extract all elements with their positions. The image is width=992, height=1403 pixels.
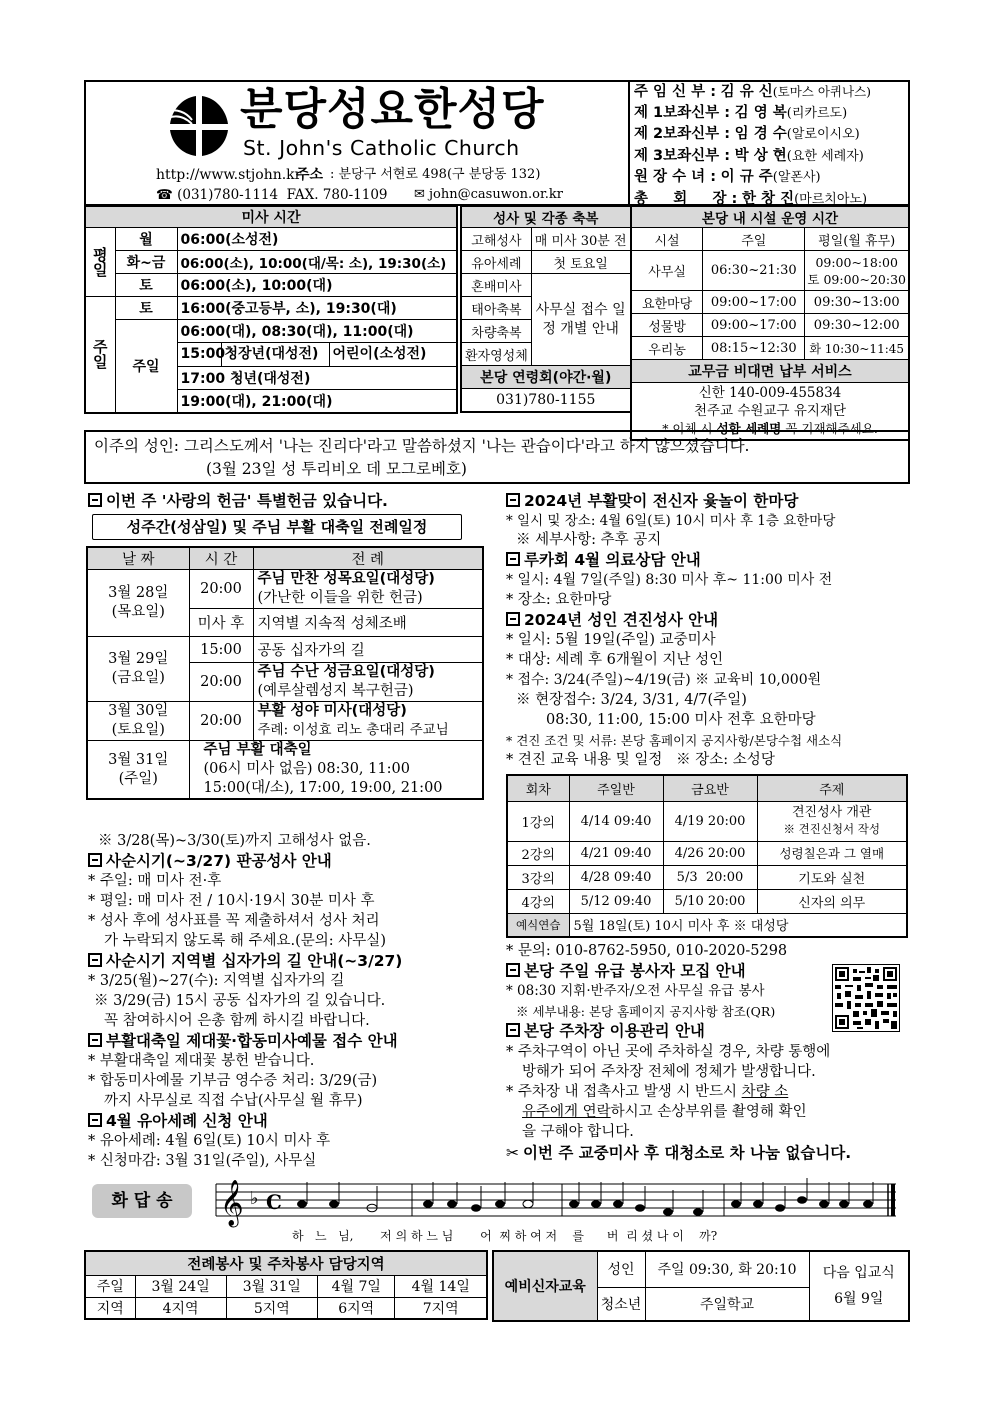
notice-line: 을 구해야 합니다.	[522, 1124, 634, 1140]
service-cell: 지역	[85, 1297, 135, 1319]
contact-phone: 031)780-1155	[461, 389, 631, 412]
scissors-icon: ✂	[506, 1144, 519, 1162]
website-link[interactable]: http://www.stjohn.kr	[156, 167, 302, 183]
notice-icon	[506, 612, 520, 626]
psalm-lyrics: 하 느 님, 저 의 하 느 님 어 찌 하 여 저 를 버 리 셨 나 이 까?	[292, 1229, 718, 1243]
sacraments-table	[460, 205, 632, 413]
service-title: 전례봉사 및 주차봉사 담당지역	[85, 1251, 487, 1275]
qr-code[interactable]	[832, 964, 900, 1032]
catechumen-label: 예비신자교육	[493, 1251, 597, 1321]
staff-row: 제 2보좌신부 : 임 경 수(알로이시오)	[634, 126, 860, 142]
staff-list	[634, 82, 908, 210]
conf-session: 1강의	[507, 801, 569, 841]
notice-line: * 일시: 5월 19일(주일) 교중미사	[506, 632, 716, 648]
mass-day: 화~금	[115, 251, 177, 274]
notice-icon	[506, 493, 520, 507]
holy-time: 20:00	[189, 663, 253, 702]
conf-header: 주일반	[569, 775, 663, 801]
conf-topic: 성령칠은과 그 열매	[757, 841, 907, 865]
sacrament-item: 태아축복	[461, 297, 531, 320]
staff-row: 제 3보좌신부 : 박 상 현(요한 세례자)	[634, 147, 864, 164]
medical-heading: 루카회 4월 의료상담 안내	[506, 551, 701, 570]
holy-liturgy: 부활 성야 미사(대성당) 주례: 이성효 리노 총대리 주교님	[253, 702, 483, 741]
facility-time: 06:30~21:30	[703, 251, 805, 291]
sacrament-item: 환자영성체	[461, 343, 531, 366]
donation-info: 신한 140-009-455834 천주교 수원교구 유지재단 * 이체 시 성함 세례명 꼭 기재해주세요.	[631, 383, 909, 441]
notice-line: * 일시 및 장소: 4월 6일(토) 10시 미사 후 1층 요한마당	[506, 513, 836, 529]
conf-session: 예식연습	[507, 913, 569, 937]
holy-date: 3월 31일 (주일)	[87, 741, 189, 800]
notice-icon	[88, 953, 102, 967]
notice-icon	[506, 963, 520, 977]
notice-line: * 일시: 4월 7일(주일) 8:30 미사 후~ 11:00 미사 전	[506, 572, 833, 588]
facility-name: 성물방	[631, 314, 703, 337]
sacrament-info: 매 미사 30분 전	[531, 228, 630, 251]
holy-header: 시 간	[189, 547, 253, 570]
holy-liturgy: 공동 십자가의 길	[253, 637, 483, 663]
staff-row: 총 회 장 : 한 창 진(마르치아노)	[634, 190, 868, 207]
notice-line: 08:30, 11:00, 15:00 미사 전후 요한마당	[546, 712, 816, 728]
confession-heading: 사순시기(~3/27) 판공성사 안내	[88, 852, 332, 871]
stations-heading: 사순시기 지역별 십자가의 길 안내(~3/27)	[88, 952, 402, 971]
special-offering-heading: 이번 주 '사랑의 헌금' 특별헌금 있습니다.	[88, 492, 388, 511]
conf-topic: 기도와 실천	[757, 865, 907, 889]
conf-header: 주제	[757, 775, 907, 801]
notice-line: * 08:30 지휘·반주자/오전 사무실 유급 봉사	[506, 983, 765, 999]
mass-day: 토	[115, 274, 177, 297]
notice-line: * 견진 교육 내용 및 일정 ※ 장소: 소성당	[506, 752, 775, 768]
saint-box	[84, 430, 910, 484]
mass-day: 토	[115, 297, 177, 320]
holy-header: 전 례	[253, 547, 483, 570]
svg-text:𝄞: 𝄞	[220, 1180, 244, 1226]
staff-row: 제 1보좌신부 : 김 영 복(리카르도)	[634, 104, 848, 121]
facility-name: 요한마당	[631, 291, 703, 314]
easter-flowers-heading: 부활대축일 제대꽃·합동미사예물 접수 안내	[88, 1032, 398, 1051]
facility-time: 09:00~17:00	[703, 314, 805, 337]
holy-time: 15:00	[189, 637, 253, 663]
notice-icon	[88, 853, 102, 867]
notice-line: ※ 세부내용: 본당 홈페이지 공지사항 참조(QR)	[516, 1004, 776, 1019]
catechumen-time: 주일학교	[645, 1287, 809, 1321]
facility-time: 09:30~12:00	[805, 314, 909, 337]
staff-row: 주 임 신 부 : 김 유 신(토마스 아퀴나스)	[634, 84, 872, 100]
notice-line: * 장소: 요한마당	[506, 592, 612, 608]
email-link[interactable]: ✉ john@casuwon.or.kr	[414, 187, 563, 202]
svg-text:C: C	[266, 1190, 282, 1214]
facility-header: 시설	[631, 228, 703, 251]
notice-line: ※ 3/29(금) 15시 공동 십자가의 길 있습니다.	[94, 993, 386, 1009]
facility-name: 우리농	[631, 337, 703, 360]
facility-name: 사무실	[631, 251, 703, 291]
facility-time: 화 10:30~11:45	[805, 337, 909, 360]
conf-time: 4/19 20:00	[663, 801, 757, 841]
conf-header: 회차	[507, 775, 569, 801]
mass-time: 06:00(대), 08:30(대), 11:00(대)	[177, 320, 457, 343]
mass-time: 17:00 청년(대성전)	[177, 367, 457, 390]
conf-time: 4/26 20:00	[663, 841, 757, 865]
mass-day: 주일	[115, 320, 177, 413]
cleaning-notice: ✂ 이번 주 교중미사 후 대청소로 차 나눔 없습니다.	[506, 1144, 852, 1162]
saint-line-1: 이주의 성인: 그리스도께서 '나는 진리다'라고 말씀하셨지 '나는 관습이다'라고 하지 않으셨습니다.	[94, 437, 750, 455]
sacrament-info: 첫 토요일	[531, 251, 630, 274]
notice-line: 유주에게 연락하시고 손상부위를 촬영해 확인	[522, 1104, 807, 1120]
holy-date: 3월 28일 (목요일)	[87, 570, 189, 637]
notice-line: * 부활대축일 제대꽃 봉헌 받습니다.	[88, 1053, 315, 1069]
conf-session: 4강의	[507, 889, 569, 913]
notice-line: * 견진 조건 및 서류: 본당 홈페이지 공지사항/본당수첩 새소식	[506, 733, 843, 748]
catechumen-group: 청소년	[597, 1287, 645, 1321]
sacraments-title: 성사 및 각종 축복	[461, 206, 631, 228]
holy-week-title: 성주간(성삼일) 및 주님 부활 대축일 전례일정	[92, 514, 462, 540]
church-title: 분당성요한성당	[240, 84, 545, 135]
yut-heading: 2024년 부활맞이 전신자 윷놀이 한마당	[506, 492, 798, 511]
donation-title: 교무금 비대면 납부 서비스	[631, 360, 909, 383]
holy-date: 3월 29일 (금요일)	[87, 637, 189, 702]
conf-time: 5/3 20:00	[663, 865, 757, 889]
service-cell: 3월 24일	[135, 1275, 226, 1297]
holy-header: 날 짜	[87, 547, 189, 570]
mass-time: 06:00(소), 10:00(대)	[177, 274, 457, 297]
notice-icon	[506, 1023, 520, 1037]
notice-line: * 대상: 세례 후 6개월이 지난 성인	[506, 652, 724, 668]
conf-time: 4/21 09:40	[569, 841, 663, 865]
conf-rehearsal: 5월 18일(토) 10시 미사 후 ※ 대성당	[569, 913, 907, 937]
notice-line: ※ 현장접수: 3/24, 3/31, 4/7(주일)	[516, 692, 747, 708]
infant-baptism-heading: 4월 유아세례 신청 안내	[88, 1112, 268, 1131]
conf-topic: 견진성사 개관 ※ 견진신청서 작성	[757, 801, 907, 841]
service-cell: 5지역	[226, 1297, 317, 1319]
mass-title: 미사 시간	[85, 206, 457, 228]
mass-time: 16:00(중고등부, 소), 19:30(대)	[177, 297, 457, 320]
facility-time: 09:00~18:00 토 09:00~20:30	[805, 251, 909, 291]
service-cell: 4월 7일	[317, 1275, 395, 1297]
address-label: 주소	[296, 167, 324, 183]
mass-day: 월	[115, 228, 177, 251]
service-cell: 7지역	[395, 1297, 487, 1319]
conf-topic: 신자의 의무	[757, 889, 907, 913]
notice-line: * 주차구역이 아닌 곳에 주차하실 경우, 차량 통행에	[506, 1044, 831, 1060]
notice-line: 방해가 되어 주차장 전체에 정체가 발생합니다.	[522, 1064, 816, 1080]
holy-time: 20:00	[189, 702, 253, 741]
mass-time: 15:00청장년(대성전) 어린이(소성전)	[177, 343, 457, 367]
next-entrance: 다음 입교식 6월 9일	[809, 1251, 909, 1321]
service-area-table	[84, 1250, 488, 1320]
notice-line: * 성사 후에 성사표를 꼭 제출하셔서 성사 처리	[88, 913, 380, 929]
church-title-en: St. John's Catholic Church	[243, 136, 520, 160]
catechumen-time: 주일 09:30, 화 20:10	[645, 1251, 809, 1287]
holy-liturgy: 지역별 지속적 성체조배	[253, 609, 483, 637]
facility-header: 평일(월 휴무)	[805, 228, 909, 251]
parking-heading: 본당 주차장 이용관리 안내	[506, 1022, 705, 1041]
contact-title: 본당 연령회(야간·월)	[461, 366, 631, 389]
service-cell: 6지역	[317, 1297, 395, 1319]
header-divider	[628, 80, 630, 206]
notice-line: 가 누락되지 않도록 해 주세요.(문의: 사무실)	[104, 933, 386, 949]
holy-date: 3월 30일 (토요일)	[87, 702, 189, 741]
notice-line: * 합동미사예물 기부금 영수증 처리: 3/29(금)	[88, 1073, 378, 1089]
address: : 분당구 서현로 498(구 분당동 132)	[330, 167, 541, 182]
svg-text:♭: ♭	[250, 1188, 259, 1209]
holy-liturgy: 주님 만찬 성목요일(대성당) (가난한 이들을 위한 헌금)	[253, 570, 483, 609]
saint-line-2: (3월 23일 성 투리비오 데 모그로베호)	[206, 460, 467, 478]
notice-icon	[88, 1113, 102, 1127]
psalm-label: 화 답 송	[92, 1184, 192, 1218]
facilities-table	[630, 205, 910, 441]
notice-line: * 3/25(월)~27(수): 지역별 십자가의 길	[88, 973, 345, 989]
conf-session: 2강의	[507, 841, 569, 865]
sacrament-item: 고해성사	[461, 228, 531, 251]
holy-time: 20:00	[189, 570, 253, 609]
sacrament-item: 혼배미사	[461, 274, 531, 297]
facility-time: 09:30~13:00	[805, 291, 909, 314]
notice-icon	[506, 552, 520, 566]
notice-line: * 접수: 3/24(주일)~4/19(금) ※ 교육비 10,000원	[506, 672, 822, 688]
notice-line: * 문의: 010-8762-5950, 010-2020-5298	[506, 943, 788, 959]
notice-line: * 유아세례: 4월 6일(토) 10시 미사 후	[88, 1133, 331, 1149]
mass-schedule-table	[84, 205, 458, 414]
confirmation-heading: 2024년 성인 견진성사 안내	[506, 611, 718, 630]
service-cell: 3월 31일	[226, 1275, 317, 1297]
conf-time: 5/12 09:40	[569, 889, 663, 913]
conf-time: 4/14 09:40	[569, 801, 663, 841]
service-cell: 주일	[85, 1275, 135, 1297]
notice-icon	[88, 1033, 102, 1047]
holy-time: 미사 후	[189, 609, 253, 637]
notice-line: * 신청마감: 3월 31일(주일), 사무실	[88, 1153, 317, 1169]
music-staff	[212, 1170, 900, 1230]
holy-liturgy: 주님 수난 성금요일(대성당) (예루살렘성지 복구헌금)	[253, 663, 483, 702]
service-cell: 4월 14일	[395, 1275, 487, 1297]
sunday-label: 주일	[85, 297, 115, 413]
church-logo	[162, 90, 234, 162]
facilities-title: 본당 내 시설 운영 시간	[631, 206, 909, 228]
sacrament-item: 차량축복	[461, 320, 531, 343]
staff-row: 원 장 수 녀 : 이 규 주(알폰사)	[634, 169, 821, 185]
catechumen-group: 성인	[597, 1251, 645, 1287]
mass-time: 19:00(대), 21:00(대)	[177, 390, 457, 413]
catechumen-table	[492, 1250, 910, 1322]
service-cell: 4지역	[135, 1297, 226, 1319]
notice-line: ※ 세부사항: 추후 공지	[516, 532, 662, 548]
sacrament-info: 사무실 접수 일정 개별 안내	[531, 274, 630, 366]
conf-time: 5/10 20:00	[663, 889, 757, 913]
weekday-label: 평일	[85, 228, 115, 297]
notice-line: 꼭 참여하시어 은총 함께 하시길 바랍니다.	[104, 1013, 370, 1029]
notice-line: * 주차장 내 접촉사고 발생 시 반드시 차량 소	[506, 1084, 789, 1100]
conf-time: 4/28 09:40	[569, 865, 663, 889]
facility-time: 08:15~12:30	[703, 337, 805, 360]
confirmation-schedule-table	[506, 774, 908, 938]
notice-line: * 평일: 매 미사 전 / 10시·19시 30분 미사 후	[88, 893, 375, 909]
notice-icon	[88, 493, 102, 507]
notice-line: 까지 사무실로 직접 수납(사무실 월 휴무)	[104, 1093, 363, 1109]
conf-header: 금요반	[663, 775, 757, 801]
facility-time: 09:00~17:00	[703, 291, 805, 314]
notice-line: * 주일: 매 미사 전·후	[88, 873, 222, 889]
holy-week-table	[86, 546, 484, 800]
mass-time: 06:00(소), 10:00(대/목: 소), 19:30(소)	[177, 251, 457, 274]
holy-liturgy: 주님 부활 대축일 (06시 미사 없음) 08:30, 11:00 15:00(대/소), 17:00, 19:00, 21:00	[189, 741, 483, 800]
holy-note: ※ 3/28(목)~3/30(토)까지 고해성사 없음.	[98, 833, 371, 849]
sacrament-item: 유아세례	[461, 251, 531, 274]
facility-header: 주일	[703, 228, 805, 251]
phone-fax: ☎ (031)780-1114 FAX. 780-1109	[156, 187, 388, 203]
volunteer-heading: 본당 주일 유급 봉사자 모집 안내	[506, 962, 746, 981]
mass-time: 06:00(소성전)	[177, 228, 457, 251]
conf-session: 3강의	[507, 865, 569, 889]
